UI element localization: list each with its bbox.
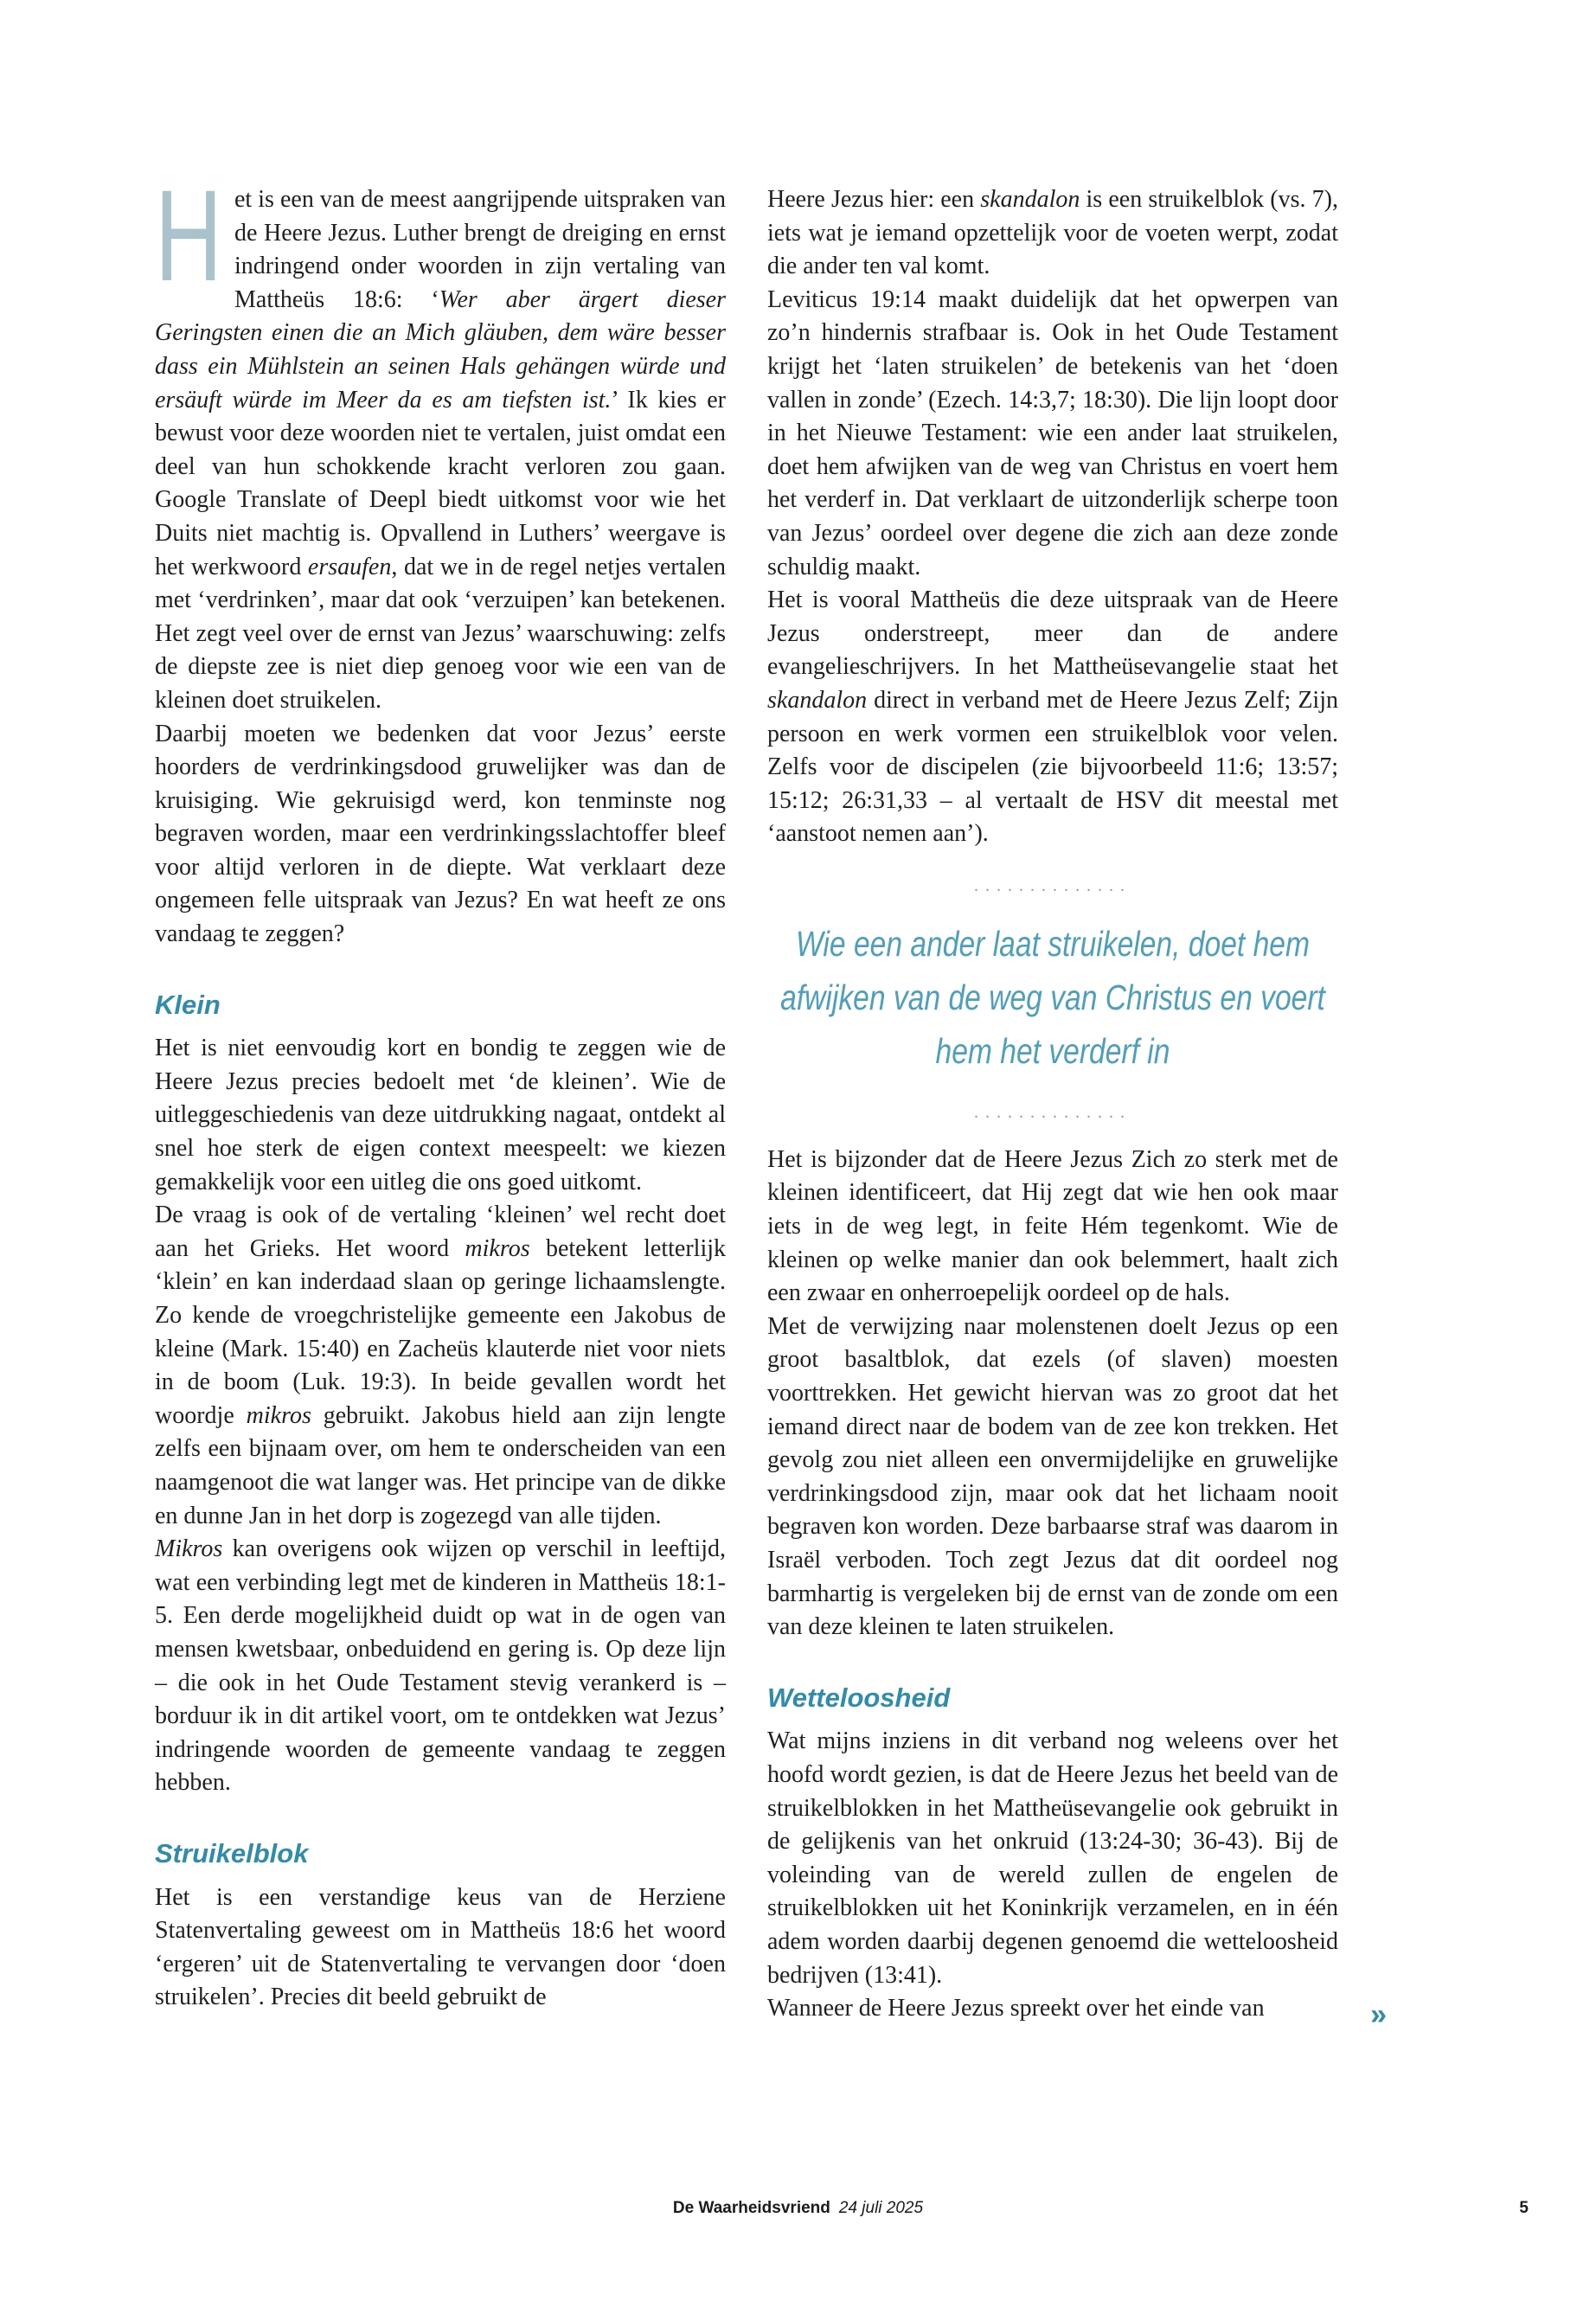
page-number: 5 <box>1519 2199 1529 2217</box>
paragraph <box>767 284 1338 584</box>
italic-term: mikros <box>246 1401 311 1429</box>
paragraph <box>155 163 727 718</box>
left-column <box>155 163 727 2026</box>
section-heading: Struikelblok <box>155 1837 309 1868</box>
italic-term: mikros <box>465 1234 530 1262</box>
continuation-arrow: » <box>1370 1997 1387 2031</box>
paragraph <box>155 1881 726 2015</box>
section-heading: Klein <box>155 989 221 1020</box>
italic-term: Mikros <box>155 1535 223 1563</box>
text-run: kan overigens ook wijzen op verschil in leeftijd, wat een verbinding legt met de kinderen in Mattheüs 18:1-5. Een derde mogelijkheid duidt op wat in de ogen van mensen kwetsbaar, onbeduidend en gering is. Op deze lijn – die ook in het Oude Testament stevig verankerd is – borduur ik in dit artikel voort, om te ontdekken wat Jezus’ indringende woorden de gemeente vandaag te zeggen hebben. <box>155 1535 726 1797</box>
text-run: Met de verwijzing naar molenstenen doelt Jezus op een groot basaltblok, dat ezels (of slaven) moesten voorttrekken. Het gewicht hiervan was zo groot dat het iemand direct naar de bodem van de zee kon trekken. Het gevolg zou niet alleen een onvermijdelijke en gruwelijke verdrinkingsdood zijn, maar ook dat het lichaam nooit begraven kon worden. Deze barbaarse straf was daarom in Israël verboden. Toch zegt Jezus dat dit oordeel nog barmhartig is vergeleken bij de ernst van de zonde om een van deze kleinen te laten struikelen. <box>767 1312 1338 1641</box>
issue-date: 24 juli 2025 <box>838 2199 924 2217</box>
italic-term: Wer aber ärgert dieser Geringsten einen die an Mich gläuben, dem wäre besser dass ein Mühlstein an seinen Hals gehängen würde und ersäuft würde im Meer da es am tiefsten ist. <box>155 285 726 413</box>
text-run: Daarbij moeten we bedenken dat voor Jezus’ eerste hoorders de verdrinkingsdood gruwelijker was dan de kruisiging. Wie gekruisigd werd, kon tenminste nog begraven worden, maar een verdrinkingsslachtoffer bleef voor altijd verloren in de diepte. Wat verklaart deze ongemeen felle uitspraak van Jezus? En wat heeft ze ons vandaag te zeggen? <box>155 720 726 948</box>
text-run: ’ Ik kies er bewust voor deze woorden niet te vertalen, juist omdat een deel van hun schokkende kracht verloren zou gaan. Google Translate of Deepl biedt uitkomst voor wie het Duits niet machtig is. Opvallend in Luthers’ weergave is het werkwoord <box>155 386 726 580</box>
footer-credit <box>0 2199 1596 2218</box>
paragraph <box>767 1725 1338 1992</box>
article-body <box>155 163 1387 2031</box>
dotted-separator: .............. <box>974 1102 1131 1122</box>
paragraph <box>155 1199 726 1533</box>
paragraph <box>767 1144 1338 1311</box>
paragraph <box>155 1032 726 1199</box>
text-run: Wanneer de Heere Jezus spreekt over het einde van <box>767 1995 1265 2022</box>
paragraph <box>767 183 1338 284</box>
paragraph <box>155 718 726 952</box>
text-run: Het is bijzonder dat de Heere Jezus Zich zo sterk met de kleinen identificeert, dat Hij zegt dat wie hen ook maar iets in de weg legt, in feite Hém tegenkomt. Wie de kleinen op welke manier dan ook belemmert, haalt zich een zwaar en onherroepelijk oordeel op de hals. <box>767 1145 1338 1307</box>
text-run: betekent letterlijk ‘klein’ en kan inderdaad slaan op geringe lichaamslengte. Zo kende de vroegchristelijke gemeente een Jakobus de kleine (Mark. 15:40) en Zacheüs klauterde niet voor niets in de boom (Luk. 19:3). In beide gevallen wordt het woordje <box>155 1234 726 1429</box>
text-run: gebruikt. Jakobus hield aan zijn lengte zelfs een bijnaam over, om hem te onderscheiden van een naamgenoot die wat langer was. Het principe van de dikke en dunne Jan in het dorp is zogezegd van alle tijden. <box>155 1401 726 1529</box>
text-run: direct in verband met de Heere Jezus Zelf; Zijn persoon en werk vormen een struikelblok voor velen. Zelfs voor de discipelen (zie bijvoorbeeld 11:6; 13:57; 15:12; 26:31,33 – al vertaalt de HSV dit meestal met ‘aanstoot nemen aan’). <box>767 686 1338 848</box>
dotted-separator: .............. <box>974 875 1131 895</box>
pull-quote: Wie een ander laat struikelen, doet hem afwijken van de weg van Christus en voert hem het verderf in <box>780 923 1325 1071</box>
right-column <box>767 183 1387 2031</box>
text-run: Leviticus 19:14 maakt duidelijk dat het opwerpen van zo’n hindernis strafbaar is. Ook in het Oude Testament krijgt het ‘laten struikelen’ de betekenis van het ‘doen vallen in zonde’ (Ezech. 14:3,7; 18:30). Die lijn loopt door in het Nieuwe Testament: wie een ander laat struikelen, doet hem afwijken van de weg van Christus en voert hem het verderf in. Dat verklaart de uitzonderlijk scherpe toon van Jezus’ oordeel over degene die zich aan deze zonde schuldig maakt. <box>767 285 1338 580</box>
page-footer <box>0 2199 1596 2218</box>
text-run: is een struikelblok (vs. 7), iets wat je iemand opzettelijk voor de voeten werpt, zodat die ander ten val komt. <box>767 186 1338 280</box>
text-run: Het is niet eenvoudig kort en bondig te zeggen wie de Heere Jezus precies bedoelt met ‘de kleinen’. Wie de uitleggeschiedenis van deze uitdrukking nagaat, ontdekt al snel hoe sterk de eigen context meespeelt: we kiezen gemakkelijk voor een uitleg die ons goed uitkomt. <box>155 1035 726 1195</box>
text-run: , dat we in de regel netjes vertalen met ‘verdrinken’, maar dat ook ‘verzuipen’ kan betekenen. Het zegt veel over de ernst van Jezus’ waarschuwing: zelfs de diepste zee is niet diep genoeg voor wie een van de kleinen doet struikelen. <box>155 553 727 714</box>
italic-term: ersaufen <box>307 553 392 580</box>
italic-term: skandalon <box>767 686 868 714</box>
text-run: Het is een verstandige keus van de Herziene Statenvertaling geweest om in Mattheüs 18:6 het woord ‘ergeren’ uit de Statenvertaling te vervangen door ‘doen struikelen’. Precies dit beeld gebruikt de <box>155 1883 726 2011</box>
text-run: Heere Jezus hier: een <box>767 186 981 213</box>
paragraph <box>767 584 1338 851</box>
text-run: et is een van de meest aangrijpende uitspraken van de Heere Jezus. Luther brengt de dreiging en ernst indringend onder woorden in zijn vertaling van Mattheüs 18:6: ‘ <box>234 186 726 313</box>
magazine-name: De Waarheidsvriend <box>672 2199 830 2217</box>
paragraph <box>155 1533 726 1800</box>
section-heading: Wetteloosheid <box>767 1682 951 1713</box>
drop-cap: H <box>155 163 222 308</box>
text-run: Wat mijns inziens in dit verband nog weleens over het hoofd wordt gezien, is dat de Heere Jezus het beeld van de struikelblokken in het Mattheüsevangelie ook gebruikt in de gelijkenis van het onkruid (13:24-30; 36-43). Bij de voleinding van de wereld zullen de engelen de struikelblokken uit het Koninkrijk verzamelen, en in één adem worden daarbij degenen genoemd die wetteloosheid bedrijven (13:41). <box>767 1727 1338 1989</box>
text-run: De vraag is ook of de vertaling ‘kleinen’ wel recht doet aan het Grieks. Het woord <box>155 1202 726 1262</box>
italic-term: skandalon <box>980 186 1080 213</box>
paragraph <box>767 1992 1387 2031</box>
text-run: Het is vooral Mattheüs die deze uitspraak van de Heere Jezus onderstreept, meer dan de andere evangelieschrijvers. In het Mattheüsevangelie staat het <box>767 586 1338 681</box>
paragraph <box>767 1311 1338 1644</box>
